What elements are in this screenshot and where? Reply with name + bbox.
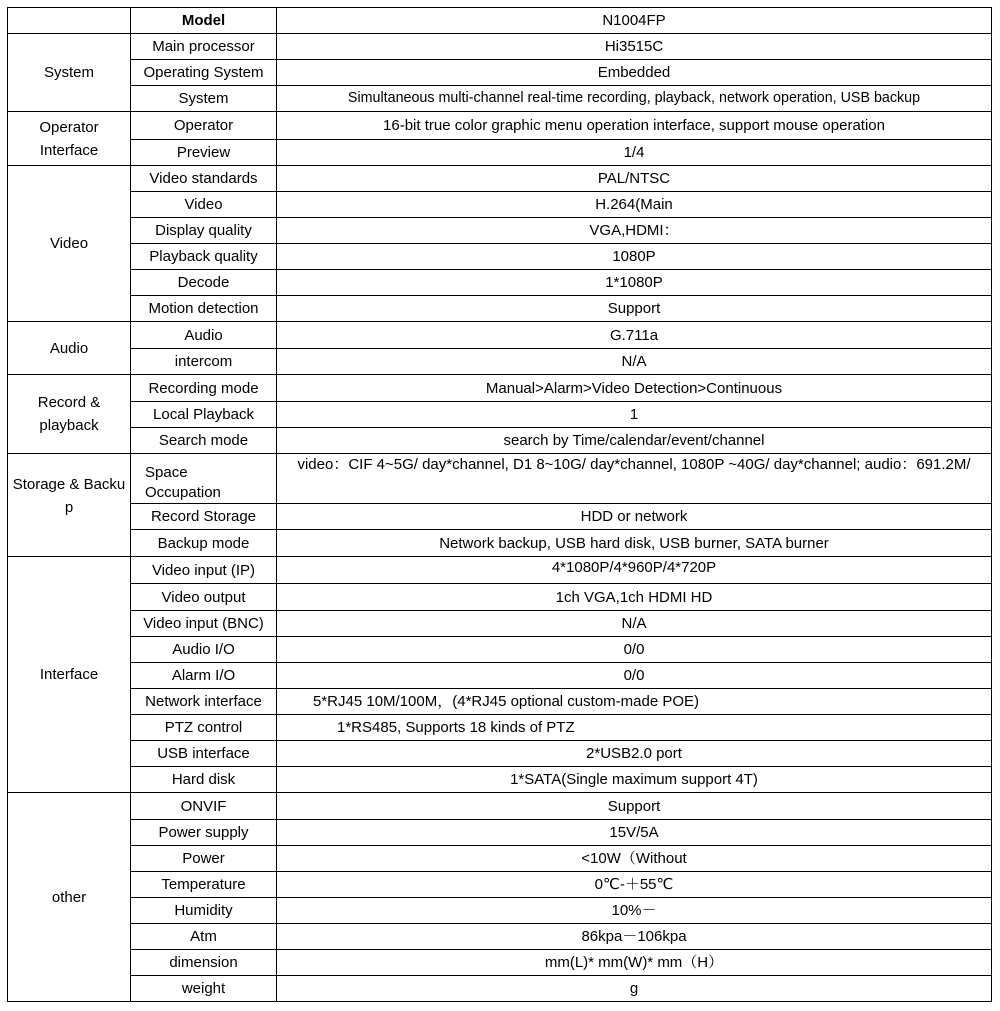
table-row: [8, 112, 992, 140]
param-cell: Temperature: [131, 872, 277, 898]
param-cell: Video standards: [131, 166, 277, 192]
table-row: [8, 637, 992, 663]
param-cell: Display quality: [131, 218, 277, 244]
table-row: [8, 192, 992, 218]
table-row: [8, 767, 992, 793]
param-cell: Video: [131, 192, 277, 218]
table-row: [8, 611, 992, 637]
table-row: [8, 402, 992, 428]
table-row: [8, 504, 992, 530]
value-cell: N/A: [277, 611, 992, 637]
spec-table: [7, 7, 992, 1002]
param-cell: Preview: [131, 140, 277, 166]
param-cell: Alarm I/O: [131, 663, 277, 689]
table-row: [8, 349, 992, 375]
param-cell: Main processor: [131, 34, 277, 60]
param-cell: Playback quality: [131, 244, 277, 270]
category-record-playback: Record & playback: [8, 375, 131, 454]
param-cell: System: [131, 86, 277, 112]
table-row: [8, 820, 992, 846]
model-category-cell: [8, 8, 131, 34]
value-cell: 1*1080P: [277, 270, 992, 296]
param-cell: Operator: [131, 112, 277, 140]
value-cell: 1: [277, 402, 992, 428]
param-cell: Video input (IP): [131, 557, 277, 584]
param-cell: Video input (BNC): [131, 611, 277, 637]
value-cell: 1ch VGA,1ch HDMI HD: [277, 584, 992, 611]
value-cell: 5*RJ45 10M/100M，(4*RJ45 optional custom-made POE): [277, 689, 992, 715]
category-system: System: [8, 34, 131, 112]
value-cell: 16-bit true color graphic menu operation interface, support mouse operation: [277, 112, 992, 140]
table-row: [8, 296, 992, 322]
table-row: [8, 976, 992, 1002]
param-cell: Audio I/O: [131, 637, 277, 663]
param-cell: ONVIF: [131, 793, 277, 820]
category-video: Video: [8, 166, 131, 322]
table-row: [8, 715, 992, 741]
value-cell: Network backup, USB hard disk, USB burner, SATA burner: [277, 530, 992, 557]
param-cell: Audio: [131, 322, 277, 349]
value-cell: <10W（Without: [277, 846, 992, 872]
param-cell: intercom: [131, 349, 277, 375]
table-row: [8, 950, 992, 976]
table-row: [8, 898, 992, 924]
value-cell: H.264(Main: [277, 192, 992, 218]
table-row: [8, 428, 992, 454]
param-cell: Video output: [131, 584, 277, 611]
param-cell: Motion detection: [131, 296, 277, 322]
table-row: [8, 375, 992, 402]
value-cell: 10%－: [277, 898, 992, 924]
table-row: [8, 793, 992, 820]
value-cell: HDD or network: [277, 504, 992, 530]
param-cell: PTZ control: [131, 715, 277, 741]
table-row: [8, 924, 992, 950]
value-cell: 4*1080P/4*960P/4*720P: [277, 557, 992, 584]
value-cell: video：CIF 4~5G/ day*channel, D1 8~10G/ day*channel, 1080P ~40G/ day*channel; audio：691.2M/: [277, 454, 992, 504]
table-row: [8, 689, 992, 715]
table-row: [8, 530, 992, 557]
value-cell: Support: [277, 793, 992, 820]
value-cell: G.711a: [277, 322, 992, 349]
value-cell: PAL/NTSC: [277, 166, 992, 192]
model-label: Model: [131, 8, 277, 34]
table-row: [8, 872, 992, 898]
table-row: [8, 86, 992, 112]
category-interface: Interface: [8, 557, 131, 793]
param-cell: Humidity: [131, 898, 277, 924]
param-cell: [131, 454, 277, 504]
value-cell: mm(L)* mm(W)* mm（H）: [277, 950, 992, 976]
table-row: [8, 454, 992, 504]
value-cell: 0/0: [277, 637, 992, 663]
value-cell: Simultaneous multi-channel real-time recording, playback, network operation, USB backup: [277, 86, 992, 112]
table-row: [8, 8, 992, 34]
table-row: [8, 166, 992, 192]
table-row: [8, 322, 992, 349]
value-cell: Support: [277, 296, 992, 322]
table-row: [8, 140, 992, 166]
category-audio: Audio: [8, 322, 131, 375]
param-cell: Recording mode: [131, 375, 277, 402]
value-cell: 0/0: [277, 663, 992, 689]
param-cell: Hard disk: [131, 767, 277, 793]
table-row: [8, 846, 992, 872]
value-cell: 0℃-＋55℃: [277, 872, 992, 898]
table-row: [8, 741, 992, 767]
param-cell: weight: [131, 976, 277, 1002]
param-cell: Power supply: [131, 820, 277, 846]
table-row: [8, 218, 992, 244]
param-cell: Record Storage: [131, 504, 277, 530]
param-space-occupation: Space Occupation: [145, 464, 221, 501]
value-cell: g: [277, 976, 992, 1002]
param-cell: Atm: [131, 924, 277, 950]
param-cell: Backup mode: [131, 530, 277, 557]
value-cell: 1/4: [277, 140, 992, 166]
category-other: other: [8, 793, 131, 1002]
table-row: [8, 60, 992, 86]
value-cell: 1*SATA(Single maximum support 4T): [277, 767, 992, 793]
param-cell: dimension: [131, 950, 277, 976]
value-cell: 1*RS485, Supports 18 kinds of PTZ: [277, 715, 992, 741]
table-row: [8, 663, 992, 689]
param-cell: Local Playback: [131, 402, 277, 428]
value-cell: VGA,HDMI：: [277, 218, 992, 244]
value-cell: Embedded: [277, 60, 992, 86]
param-cell: Network interface: [131, 689, 277, 715]
param-cell: Operating System: [131, 60, 277, 86]
table-row: [8, 34, 992, 60]
category-storage-backup: [8, 454, 131, 557]
param-cell: Power: [131, 846, 277, 872]
category-storage-backup-label: Storage & Backu p: [12, 476, 126, 516]
table-row: [8, 270, 992, 296]
value-cell: 2*USB2.0 port: [277, 741, 992, 767]
param-cell: USB interface: [131, 741, 277, 767]
value-cell: 15V/5A: [277, 820, 992, 846]
value-cell: 1080P: [277, 244, 992, 270]
value-cell: search by Time/calendar/event/channel: [277, 428, 992, 454]
value-cell: Manual>Alarm>Video Detection>Continuous: [277, 375, 992, 402]
param-cell: Decode: [131, 270, 277, 296]
value-cell: Hi3515C: [277, 34, 992, 60]
table-row: [8, 557, 992, 584]
model-value: N1004FP: [277, 8, 992, 34]
category-operator-interface: Operator Interface: [8, 112, 131, 166]
table-row: [8, 584, 992, 611]
value-cell: N/A: [277, 349, 992, 375]
value-cell: 86kpa－106kpa: [277, 924, 992, 950]
table-row: [8, 244, 992, 270]
param-cell: Search mode: [131, 428, 277, 454]
